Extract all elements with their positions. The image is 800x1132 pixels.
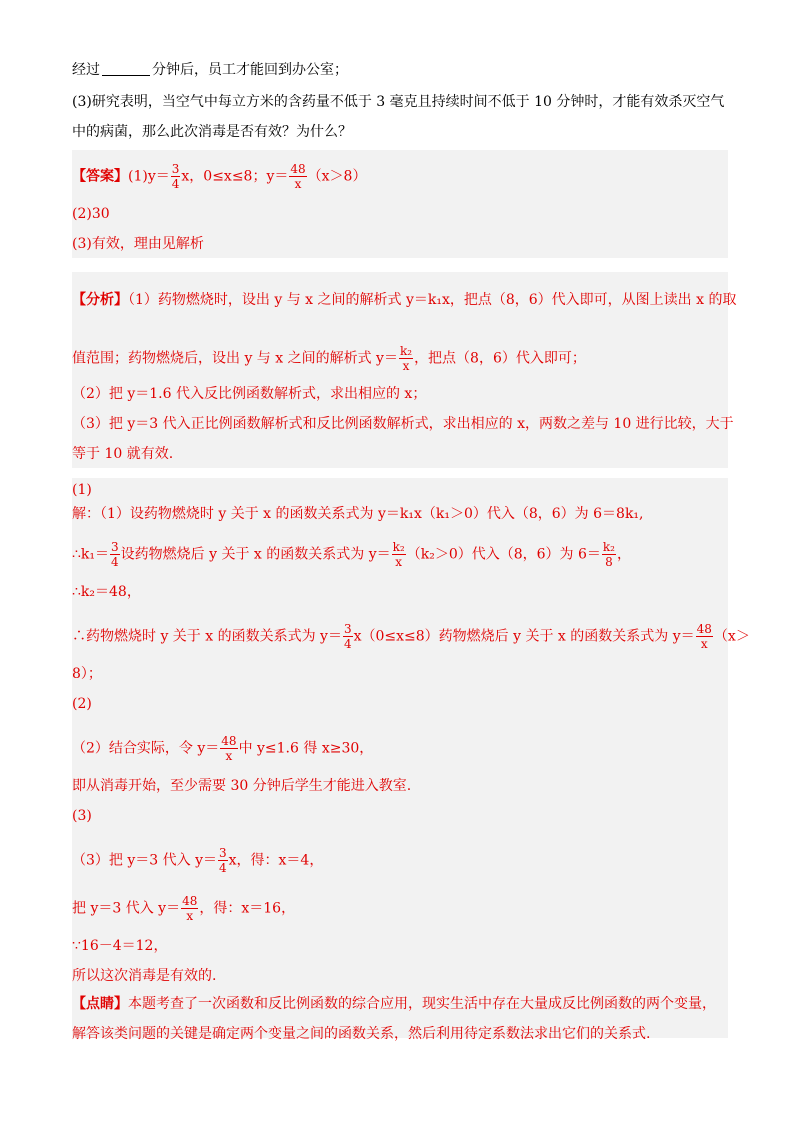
solution-line: （2）结合实际，令 y＝ $\frac{48}{x}$ 中 y≤1.6 得 x≥30，: [72, 734, 374, 763]
comment-line-2: 解答该类问题的关键是确定两个变量之间的函数关系，然后利用待定系数法求出它们的关系式.: [72, 1026, 651, 1042]
analysis-line-2: 值范围；药物燃烧后，设出 y 与 x 之间的解析式 y＝ $\frac{\text{k₂}}{x}$ ，把点（8，6）代入即可；: [72, 344, 586, 373]
fraction: $\frac{3}{4}$: [171, 162, 180, 191]
solution-line: 即从消毒开始，至少需要 30 分钟后学生才能进入教室.: [72, 778, 412, 794]
fraction: $\frac{48}{x}$: [290, 162, 306, 191]
solution-part-3-label: (3): [72, 808, 92, 824]
fraction: $\frac{48}{x}$: [182, 894, 198, 923]
analysis-tag: 【分析】: [72, 292, 128, 308]
analysis-line-4: （3）把 y＝3 代入正比例函数解析式和反比例函数解析式，求出相应的 x，两数之差与 10 进行比较，大于: [72, 416, 734, 432]
comment-tag: 【点睛】: [72, 996, 128, 1012]
question-line-2: (3)研究表明，当空气中每立方米的含药量不低于 3 毫克且持续时间不低于 10 分钟时，才能有效杀灭空气: [72, 94, 725, 110]
fraction: $\frac{\text{k₂}}{8}$: [602, 540, 615, 569]
fraction: $\frac{\text{k₂}}{x}$: [399, 344, 413, 373]
solution-line: 所以这次消毒是有效的.: [72, 968, 217, 984]
fraction: $\frac{48}{x}$: [221, 734, 237, 763]
answer-line-3: (3)有效，理由见解析: [72, 236, 204, 252]
answer-line-2: (2)30: [72, 206, 110, 222]
solution-line: （3）把 y＝3 代入 y＝ $\frac{3}{4}$ x，得：x＝4，: [72, 846, 324, 875]
answer-tag: 【答案】: [72, 168, 128, 185]
fraction: $\frac{3}{4}$: [111, 540, 119, 569]
fraction: $\frac{3}{4}$: [343, 622, 352, 651]
question-line-3: 中的病菌，那么此次消毒是否有效？为什么？: [72, 124, 352, 140]
analysis-line-1: 【分析】（1）药物燃烧时，设出 y 与 x 之间的解析式 y＝k₁x，把点（8，6）代入即可，从图上读出 x 的取: [72, 292, 737, 308]
analysis-line-3: （2）把 y＝1.6 代入反比例函数解析式，求出相应的 x；: [72, 386, 427, 402]
solution-part-2-label: (2): [72, 696, 92, 712]
solution-line: ∴k₂＝48，: [72, 584, 141, 600]
question-line-1: 经过 分钟后，员工才能回到办公室；: [72, 62, 348, 78]
solution-line: ∵16－4＝12，: [72, 938, 168, 954]
fraction: $\frac{3}{4}$: [218, 846, 227, 875]
answer-line-1: 【答案】(1)y＝ $\frac{3}{4}$ x，0≤x≤8；y＝ $\frac{48}{x}$ （x＞8）: [72, 162, 367, 191]
solution-line: 把 y＝3 代入 y＝ $\frac{48}{x}$ ，得：x＝16，: [72, 894, 296, 923]
solution-line: 8）；: [72, 666, 102, 682]
solution-line: ∴药物燃烧时 y 关于 x 的函数关系式为 y＝ $\frac{3}{4}$ x（0≤x≤8）药物燃烧后 y 关于 x 的函数关系式为 y＝ $\frac{48}{x}$ （x＞: [72, 622, 750, 651]
analysis-line-5: 等于 10 就有效.: [72, 446, 174, 462]
comment-line-1: 【点睛】本题考查了一次函数和反比例函数的综合应用，现实生活中存在大量成反比例函数的两个变量，: [72, 996, 716, 1012]
fraction: $\frac{\text{k₂}}{x}$: [392, 540, 405, 569]
fraction: $\frac{48}{x}$: [696, 622, 712, 651]
solution-line: ∴k₁＝ $\frac{3}{4}$ 设药物燃烧后 y 关于 x 的函数关系式为 y＝ $\frac{\text{k₂}}{x}$ （k₂＞0）代入（8，6）为 6＝ $\frac{\text{k₂}}{8}$ ，: [72, 540, 631, 569]
answer-blank: [102, 61, 150, 76]
solution-line: 解：（1）设药物燃烧时 y 关于 x 的函数关系式为 y＝k₁x（k₁＞0）代入（8，6）为 6＝8k₁,: [72, 506, 644, 522]
solution-part-1-label: (1): [72, 482, 92, 498]
